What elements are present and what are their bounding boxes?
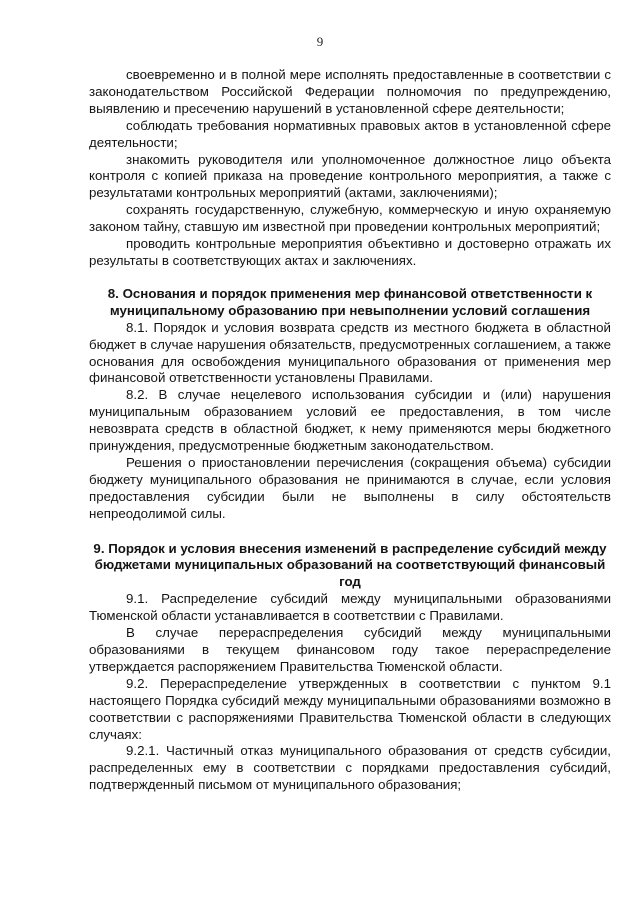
paragraph-duty-5: проводить контрольные мероприятия объективно и достоверно отражать их результаты в соответствующих актах и заключениях. — [89, 236, 611, 268]
paragraph-duty-3: знакомить руководителя или уполномоченное должностное лицо объекта контроля с копией приказа на проведение контрольного мероприятия, а также с результатами контрольных мероприятий (актами, заключениями); — [89, 151, 611, 201]
paragraph-duty-4: сохранять государственную, служебную, коммерческую и иную охраняемую законом тайну, ставшую им известной при проведении контрольных мероприятий; — [89, 202, 611, 235]
paragraph-duty-2: соблюдать требования нормативных правовых актов в установленной сфере деятельности; — [89, 117, 611, 150]
section-heading-8: 8. Основания и порядок применения мер финансовой ответственности к муниципальному образованию при невыполнении условий соглашения — [107, 285, 593, 318]
paragraph-8-1: 8.1. Порядок и условия возврата средств из местного бюджета в областной бюджет в случае нарушения обязательств, предусмотренных соглашением, а также основания для освобождения муниципального образования от применения мер финансовой ответственности установлены Правилами. — [89, 319, 611, 386]
paragraph-duty-1: своевременно и в полной мере исполнять предоставленные в соответствии с законодательством Российской Федерации полномочия по предупреждению, выявлению и пресечению нарушений в установленной сфере деятельности; — [89, 67, 611, 116]
section-heading-9: 9. Порядок и условия внесения изменений в распределение субсидий между бюджетами муниципальных образований на соответствующий финансовый год — [93, 540, 607, 590]
document-body — [89, 67, 611, 794]
paragraph-9-2: 9.2. Перераспределение утвержденных в соответствии с пунктом 9.1 настоящего Порядка субсидий между муниципальными образованиями возможно в соответствии с распоряжениями Правительства Тюменской области в следующих случаях: — [89, 675, 611, 742]
paragraph-8-2: 8.2. В случае нецелевого использования субсидии и (или) нарушения муниципальным образованием условий ее предоставления, в том числе невозврата средств в областной бюджет, к нему применяются меры бюджетного принуждения, предусмотренные бюджетным законодательством. — [89, 387, 611, 454]
paragraph-9-1-redistribution: В случае перераспределения субсидий между муниципальными образованиями в текущем финансовом году такое перераспределение утверждается распоряжением Правительства Тюменской области. — [89, 625, 611, 674]
paragraph-9-1: 9.1. Распределение субсидий между муниципальными образованиями Тюменской области устанавливается в соответствии с Правилами. — [89, 591, 611, 624]
section-spacer — [89, 270, 611, 286]
paragraph-9-2-1: 9.2.1. Частичный отказ муниципального образования от средств субсидии, распределенных ему в соответствии с порядками предоставления субсидий, подтвержденный письмом от муниципального образования; — [89, 743, 611, 793]
section-spacer — [89, 523, 611, 541]
page-number: 9 — [316, 34, 324, 49]
paragraph-8-2-decisions: Решения о приостановлении перечисления (сокращения объема) субсидии бюджету муниципального образования не принимаются в случае, если условия предоставления субсидии были не выполнены в силу обстоятельств непреодолимой силы. — [89, 454, 611, 521]
